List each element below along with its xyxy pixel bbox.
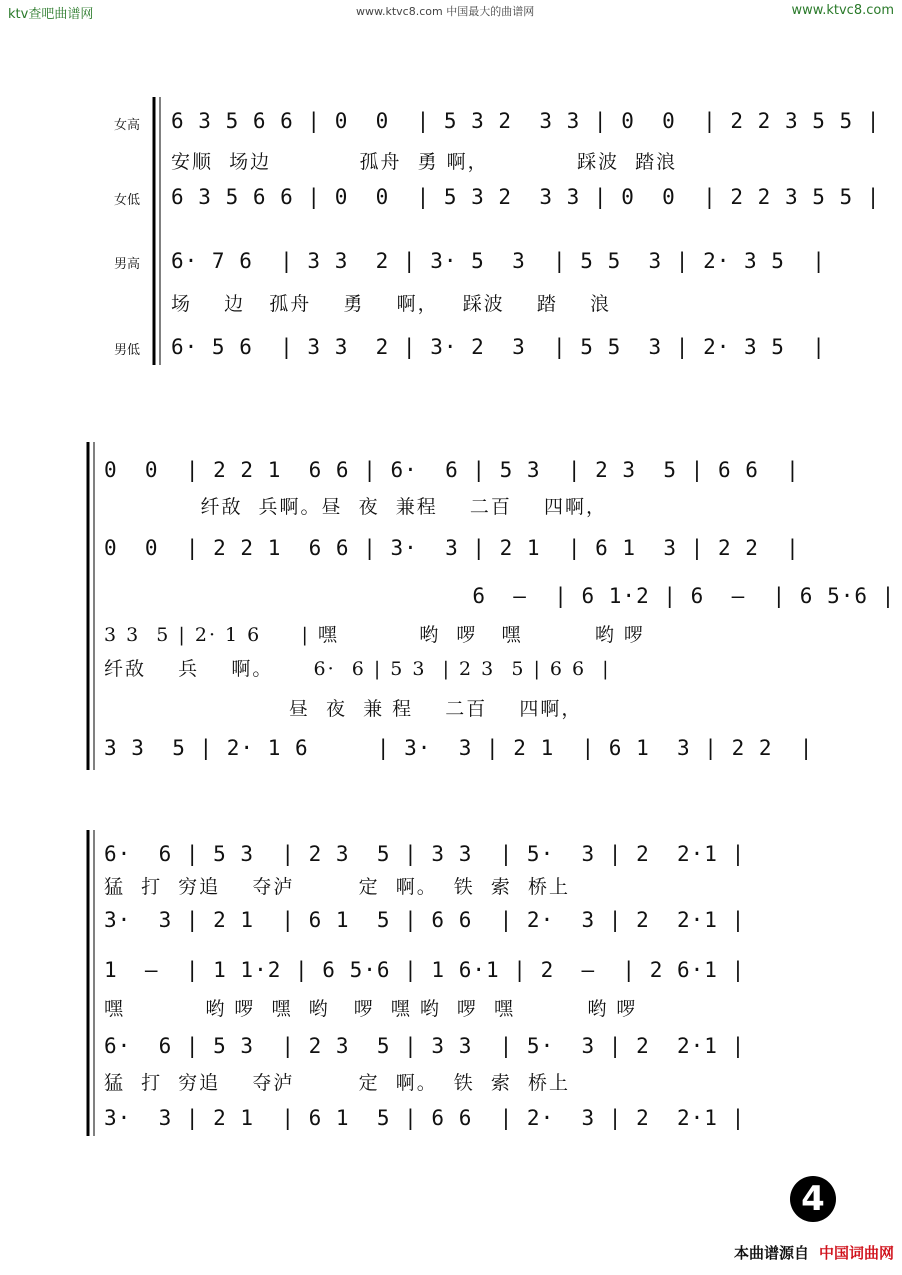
lyric-line: 猛 打 穷追 夺泸 定 啊。 铁 索 桥上 [104, 1072, 570, 1094]
page-number-badge: 4 [790, 1176, 836, 1222]
melody-line: 6· 6 | 5 3 | 2 3 5 | 3 3 | 5· 3 | 2 2·1 | [104, 1034, 746, 1058]
melody-line: 6· 6 | 5 3 | 2 3 5 | 3 3 | 5· 3 | 2 2·1 | [104, 842, 746, 866]
site-url-right[interactable]: www.ktvc8.com [791, 3, 894, 18]
lyric-line: 3 3 5 | 2· 1 6 | 嘿 哟 啰 嘿 哟 啰 [104, 624, 645, 646]
lyric-line: 安顺 场边 孤舟 勇 啊， 踩波 踏浪 [171, 151, 678, 173]
melody-line: 0 0 | 2 2 1 6 6 | 6· 6 | 5 3 | 2 3 5 | 6 6 | [104, 458, 800, 482]
melody-line: 6 3 5 6 6 | 0 0 | 5 3 2 3 3 | 0 0 | 2 2 3 5 5 | [171, 109, 881, 133]
melody-line: 3· 3 | 2 1 | 6 1 5 | 6 6 | 2· 3 | 2 2·1 | [104, 1106, 746, 1130]
part-label-alto: 女低 [114, 193, 141, 208]
melody-line: 3· 3 | 2 1 | 6 1 5 | 6 6 | 2· 3 | 2 2·1 | [104, 908, 746, 932]
system-brace [84, 828, 98, 1138]
melody-line: 6· 5 6 | 3 3 2 | 3· 2 3 | 5 5 3 | 2· 3 5 | [171, 335, 826, 359]
part-label-tenor: 男高 [114, 257, 141, 272]
lyric-line: 场 边 孤舟 勇 啊， 踩波 踏 浪 [171, 293, 612, 315]
system-brace [84, 440, 98, 772]
lyric-line: 纤敌 兵啊。昼 夜 兼程 二百 四啊， [104, 496, 608, 518]
melody-line: 6 — | 6 1·2 | 6 — | 6 5·6 | [104, 584, 896, 608]
lyric-line: 嘿 哟 啰 嘿 哟 啰 嘿 哟 啰 嘿 哟 啰 [104, 998, 638, 1020]
part-label-bass: 男低 [114, 343, 141, 358]
part-label-soprano: 女高 [114, 118, 141, 133]
site-logo-left[interactable]: ktv查吧曲谱网 [8, 7, 94, 22]
footer-source-label: 本曲谱源自 [733, 1244, 809, 1262]
melody-line: 6· 7 6 | 3 3 2 | 3· 5 3 | 5 5 3 | 2· 3 5 | [171, 249, 826, 273]
melody-line: 3 3 5 | 2· 1 6 | 3· 3 | 2 1 | 6 1 3 | 2 2 | [104, 736, 814, 760]
melody-line: 0 0 | 2 2 1 6 6 | 3· 3 | 2 1 | 6 1 3 | 2 2 | [104, 536, 800, 560]
footer-site-link[interactable]: 中国词曲网 [818, 1244, 894, 1262]
melody-line: 1 — | 1 1·2 | 6 5·6 | 1 6·1 | 2 — | 2 6·1 | [104, 958, 746, 982]
lyric-line: 纤敌 兵 啊。 6· 6 | 5 3 | 2 3 5 | 6 6 | [104, 658, 611, 680]
lyric-line: 昼 夜 兼 程 二百 四啊， [104, 698, 583, 720]
melody-line: 6 3 5 6 6 | 0 0 | 5 3 2 3 3 | 0 0 | 2 2 3 5 5 | [171, 185, 881, 209]
footer-credit [734, 1242, 894, 1263]
site-url-center: www.ktvc8.com 中国最大的曲谱网 [356, 5, 535, 18]
system-brace [150, 95, 164, 367]
lyric-line: 猛 打 穷追 夺泸 定 啊。 铁 索 桥上 [104, 876, 570, 898]
